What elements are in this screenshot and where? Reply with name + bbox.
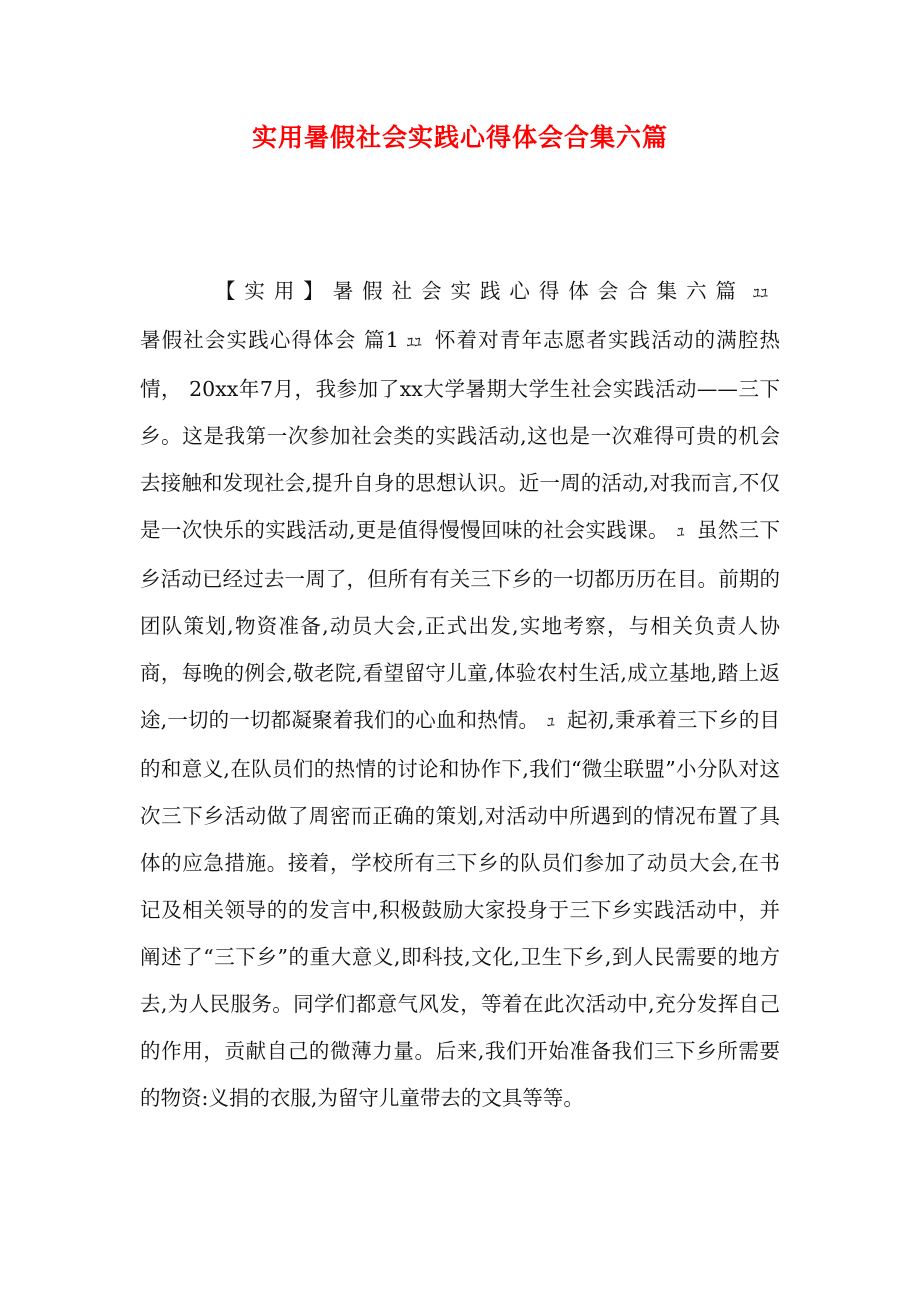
section-heading: 暑假社会实践心得体会 篇1 bbox=[140, 328, 399, 352]
paragraph-2: 虽然三下乡活动已经过去一周了，但所有有关三下乡的一切都历历在目。前期的团队策划,物资准备,动员大会,正式出发,实地考察，与相关负责人协商，每晚的例会,敬老院,看望留守儿童,体验农村生活,成立基地,踏上返途,一切的一切都凝聚着我们的心血和热情。 bbox=[140, 518, 781, 732]
document-body bbox=[140, 268, 780, 1122]
decorative-symbol-icon: ﾕ bbox=[676, 523, 685, 541]
decorative-symbol-icon: ﾕ bbox=[547, 713, 555, 731]
document-title: 实用暑假社会实践心得体会合集六篇 bbox=[251, 123, 668, 152]
paragraph-1: 怀着对青年志愿者实践活动的满腔热情， 20xx年7月，我参加了xx大学暑期大学生社会实践活动——三下乡。这是我第一次参加社会类的实践活动,这也是一次难得可贵的机会去接触和发现社会,提升自身的思想认识。近一周的活动,对我而言,不仅是一次快乐的实践活动,更是值得慢慢回味的社会实践课。 bbox=[140, 328, 781, 542]
decorative-symbol-icon: ﾕﾕ bbox=[406, 333, 422, 351]
decorative-symbol-icon: ﾕﾕ bbox=[752, 284, 768, 302]
intro-line: 【实用】暑假社会实践心得体会合集六篇 bbox=[214, 279, 745, 303]
paragraph-3: 起初,秉承着三下乡的目的和意义,在队员们的热情的讨论和协作下,我们“微尘联盟”小分队对这次三下乡活动做了周密而正确的策划,对活动中所遇到的情况布置了具体的应急措施。接着，学校所有三下乡的队员们参加了动员大会,在书记及相关领导的的发言中,积极鼓励大家投身于三下乡实践活动中，并阐述了“三下乡”的重大意义,即科技,文化,卫生下乡,到人民需要的地方去,为人民服务。同学们都意气风发，等着在此次活动中,充分发挥自己的作用，贡献自己的微薄力量。后来,我们开始准备我们三下乡所需要的物资:义捐的衣服,为留守儿童带去的文具等等。 bbox=[140, 708, 780, 1110]
